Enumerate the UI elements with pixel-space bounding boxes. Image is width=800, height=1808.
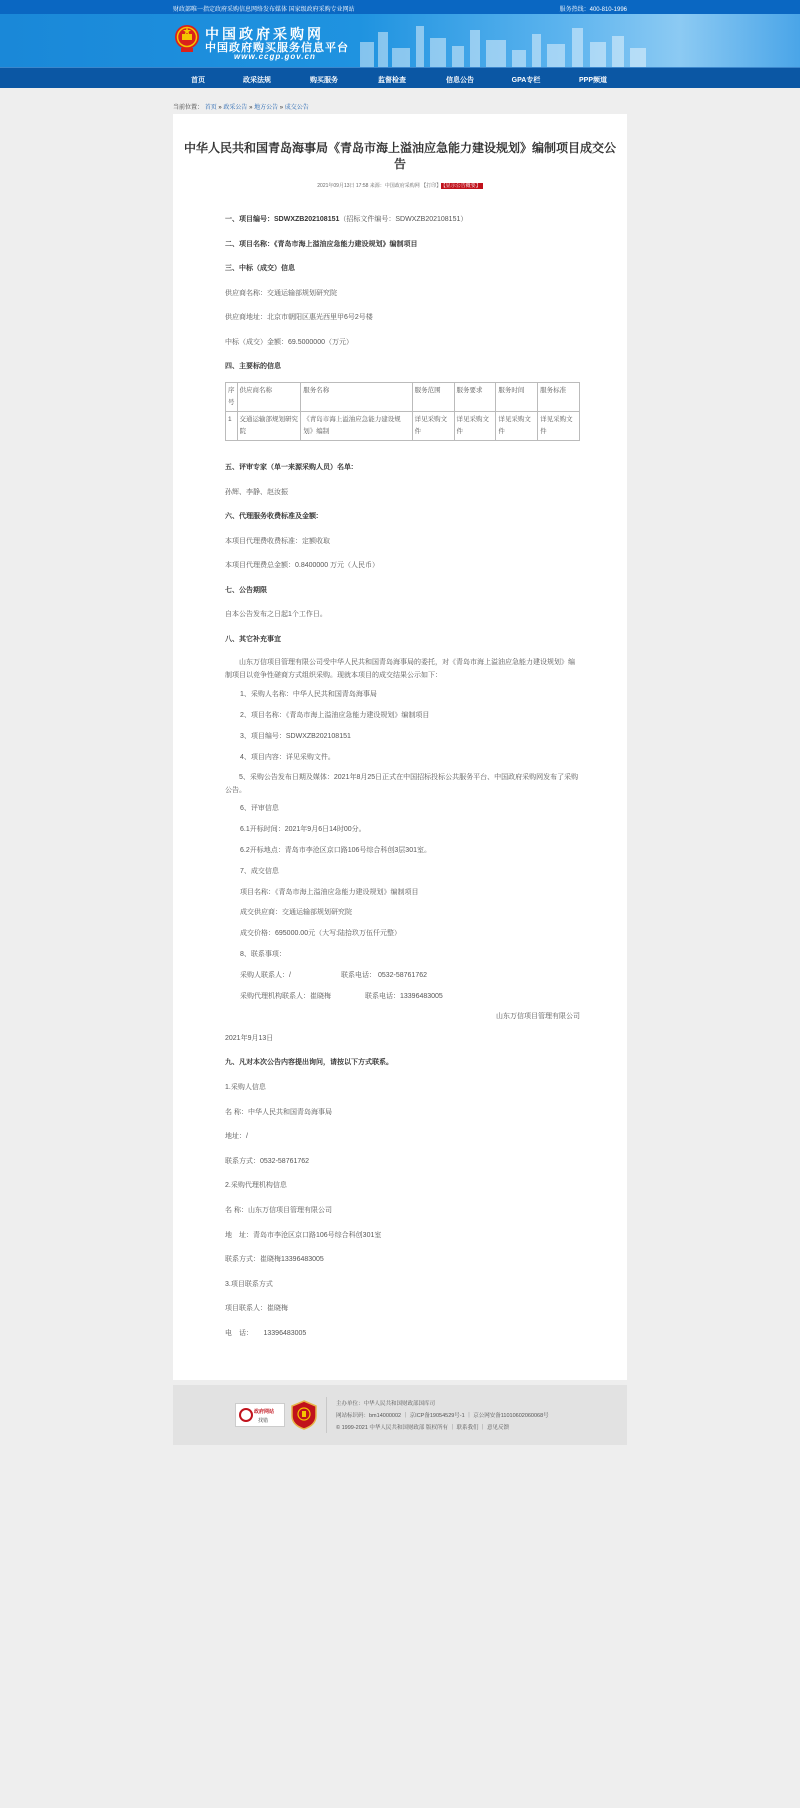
breadcrumb-local[interactable]: 地方公告 (254, 105, 279, 111)
nav-item-gpa[interactable]: GPA专栏 (511, 77, 541, 84)
table-header: 服务时间 (496, 383, 538, 412)
site-logo-subtitle: 中国政府购买服务信息平台 (205, 42, 349, 54)
table-row (226, 412, 580, 441)
other-item: 6.1开标时间：2021年9月6日14时00分。 (240, 826, 366, 833)
table-cell: 交通运输部规划研究院 (237, 412, 301, 441)
table-cell: 详见采购文件 (538, 412, 580, 441)
other-item: 7、成交信息 (240, 868, 279, 875)
deal-price: 成交价格：695000.00元（大写:陆拾玖万伍仟元整） (240, 930, 402, 937)
footer-divider (326, 1397, 327, 1433)
table-cell: 1 (226, 412, 238, 441)
deal-supplier: 成交供应商：交通运输部规划研究院 (240, 909, 352, 916)
national-emblem-icon (173, 23, 201, 53)
table-cell: 详见采购文件 (412, 412, 454, 441)
fee-standard: 本项目代理费收费标准：定额收取 (225, 538, 330, 545)
top-bar-slogan: 财政部唯一指定政府采购信息网络发布媒体 国家级政府采购专业网站 (173, 7, 355, 13)
other-intro: 山东万信项目管理有限公司受中华人民共和国青岛海事局的委托，对《青岛市海上溢油应急能力建设规划》编制项目以竞争性磋商方式组织采购。现就本项目的成交结果公示如下： (225, 659, 575, 679)
agent-address: 地 址：青岛市李沧区京口路106号综合科创301室 (225, 1232, 382, 1239)
project-contact-phone: 电 话： 13396483005 (225, 1330, 307, 1337)
deal-project-name: 项目名称：《青岛市海上溢油应急能力建设规划》编制项目 (240, 889, 419, 896)
announcement-period: 自本公告发布之日起1个工作日。 (225, 611, 327, 618)
section-project-no (225, 214, 467, 224)
magnifier-icon (239, 1408, 253, 1422)
award-amount: 中标（成交）金额：69.5000000（万元） (225, 339, 353, 346)
fee-amount: 本项目代理费总金额：0.8400000 万元（人民币） (225, 562, 380, 569)
table-header: 服务标准 (538, 383, 580, 412)
city-skyline-graphic (350, 20, 650, 67)
gov-site-error-report-badge[interactable] (235, 1403, 285, 1427)
site-logo-name: 中国政府采购网 (205, 27, 324, 43)
supplier-address: 供应商地址：北京市朝阳区惠光西里甲6号2号楼 (225, 314, 373, 321)
table-header: 服务范围 (412, 383, 454, 412)
section-experts: 五、评审专家（单一来源采购人员）名单: (225, 464, 354, 471)
section-main-items: 四、主要标的信息 (225, 363, 281, 370)
other-item: 8、联系事项： (240, 951, 286, 958)
agent-name: 名 称：山东万信项目管理有限公司 (225, 1207, 332, 1214)
supplier-name: 供应商名称：交通运输部规划研究院 (225, 290, 337, 297)
section-contact: 九、凡对本次公告内容提出询问，请按以下方式联系。 (225, 1059, 393, 1066)
content-panel (173, 114, 627, 1380)
table-cell: 详见采购文件 (496, 412, 538, 441)
table-cell: 详见采购文件 (454, 412, 496, 441)
footer-ids: 网站标识码：bm14000002 ｜ 京ICP备19054529号-1 ｜ 京公网安备11010602060068号 (336, 1413, 549, 1419)
badge-title: 政府网站 (254, 1409, 275, 1415)
table-cell: 《青岛市海上溢油应急能力建设规划》编制 (301, 412, 412, 441)
hotline-text: 服务热线：400-810-1996 (559, 7, 627, 13)
experts-list: 孙辉、李静、赵汝振 (225, 489, 288, 496)
table-header: 服务要求 (454, 383, 496, 412)
other-item: 6.2开标地点：青岛市李沧区京口路106号综合科创3层301室。 (240, 847, 431, 854)
table-header: 序号 (226, 383, 238, 412)
buyer-phone: 联系方式：0532-58761762 (225, 1158, 310, 1165)
buyer-address: 地址：/ (225, 1133, 248, 1140)
show-summary-button[interactable]: 【显示公告概要】 (443, 183, 481, 189)
contact-heading-buyer: 1.采购人信息 (225, 1084, 266, 1091)
article-meta (173, 182, 627, 189)
agent-contact: 采购代理机构联系人：崔晓梅 (240, 993, 331, 1000)
table-header: 供应商名称 (237, 383, 301, 412)
table-header-row (226, 383, 580, 412)
other-item: 6、评审信息 (240, 805, 279, 812)
project-no-label: 一、项目编号：SDWXZB202108151 (225, 216, 340, 223)
site-logo-url: www.ccgp.gov.cn (234, 52, 316, 61)
announcement-date: 2021年9月13日 (225, 1035, 274, 1042)
nav-item-supervision[interactable]: 监督检查 (378, 77, 406, 84)
buyer-contact: 采购人联系人：/ (240, 972, 291, 979)
nav-item-announcements[interactable]: 信息公告 (446, 77, 474, 84)
party-gov-badge-icon[interactable] (291, 1400, 317, 1430)
main-nav (0, 67, 800, 88)
other-item: 1、采购人名称：中华人民共和国青岛海事局 (240, 691, 377, 698)
other-item: 4、项目内容：详见采购文件。 (240, 754, 335, 761)
section-period: 七、公告期限 (225, 587, 267, 594)
signature-company: 山东万信项目管理有限公司 (496, 1013, 580, 1020)
footer (173, 1385, 627, 1445)
section-award-info: 三、中标（成交）信息 (225, 265, 295, 272)
breadcrumb-separator: » (249, 105, 253, 111)
footer-copyright: © 1999-2021 中华人民共和国财政部 版权所有 ｜ 联系我们 ｜ 意见反馈 (336, 1425, 510, 1431)
main-items-table (225, 382, 580, 441)
nav-item-regulations[interactable]: 政采法规 (243, 77, 271, 84)
article-meta-text: 2021年09月13日 17:58 来源：中国政府采购网 【打印】 (317, 183, 442, 189)
other-item: 3、项目编号：SDWXZB202108151 (240, 733, 351, 740)
breadcrumb-separator: » (218, 105, 222, 111)
top-bar (0, 0, 800, 14)
badge-subtitle: 找错 (258, 1418, 269, 1424)
breadcrumb-separator: » (279, 105, 284, 111)
section-agency-fee: 六、代理服务收费标准及金额: (225, 513, 319, 520)
tender-no: （招标文件编号：SDWXZB202108151） (339, 216, 468, 223)
breadcrumb-procurement[interactable]: 政采公告 (223, 105, 248, 111)
breadcrumb-deal[interactable]: 成交公告 (284, 105, 309, 111)
nav-item-home[interactable]: 首页 (191, 77, 205, 84)
breadcrumb (173, 102, 309, 111)
agent-phone: 联系方式：崔晓梅13396483005 (225, 1256, 324, 1263)
header-banner (0, 14, 800, 67)
section-other: 八、其它补充事宜 (225, 636, 281, 643)
buyer-contact-tel: 联系电话： 0532-58761762 (341, 972, 427, 979)
other-item: 5、采购公告发布日期及媒体：2021年8月25日正式在中国招标投标公共服务平台、中国政府采购网发布了采购公告。 (225, 774, 579, 794)
section-project-name: 二、项目名称：《青岛市海上溢油应急能力建设规划》编制项目 (225, 241, 418, 248)
contact-heading-project: 3.项目联系方式 (225, 1281, 273, 1288)
article-title: 中华人民共和国青岛海事局《青岛市海上溢油应急能力建设规划》编制项目成交公告 (183, 141, 616, 171)
nav-item-services[interactable]: 购买服务 (310, 77, 338, 84)
contact-heading-agent: 2.采购代理机构信息 (225, 1182, 287, 1189)
breadcrumb-home[interactable]: 首页 (204, 105, 217, 111)
footer-host: 主办单位：中华人民共和国财政部国库司 (336, 1401, 436, 1407)
buyer-name: 名 称：中华人民共和国青岛海事局 (225, 1109, 332, 1116)
breadcrumb-prefix: 当前位置： (173, 105, 204, 111)
nav-item-ppp[interactable]: PPP频道 (578, 77, 607, 84)
project-contact-person: 项目联系人：崔晓梅 (225, 1305, 288, 1312)
agent-contact-tel: 联系电话：13396483005 (365, 993, 443, 1000)
other-item: 2、项目名称：《青岛市海上溢油应急能力建设规划》编制项目 (240, 712, 430, 719)
table-header: 服务名称 (301, 383, 412, 412)
